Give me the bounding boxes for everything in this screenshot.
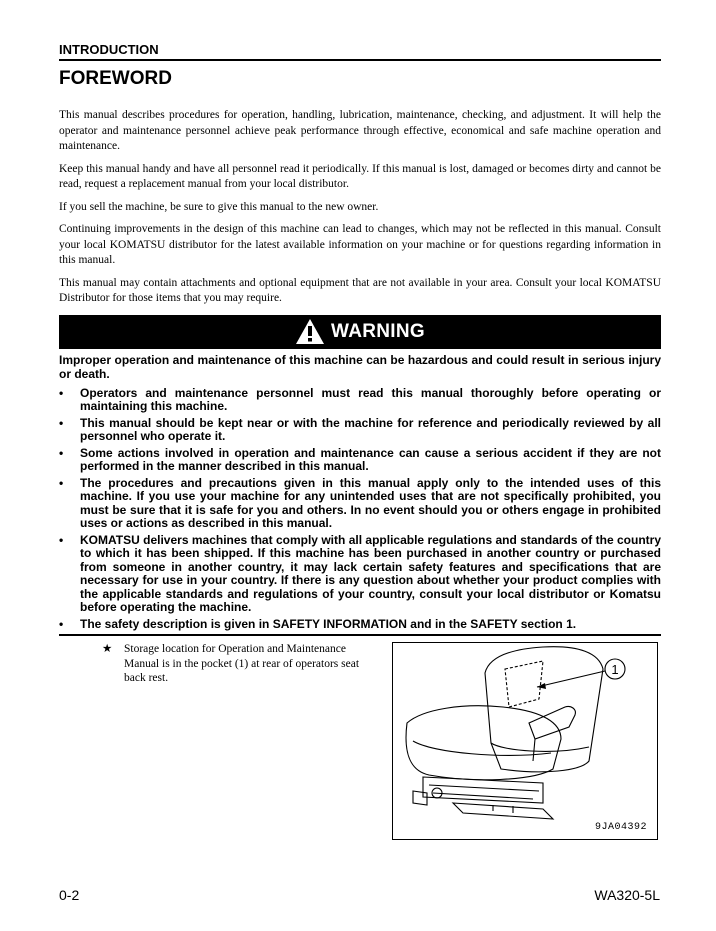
note-section	[59, 642, 661, 847]
page-title: FOREWORD	[59, 68, 172, 89]
intro-paragraph: If you sell the machine, be sure to give this manual to the new owner.	[59, 200, 379, 213]
intro-text	[59, 108, 661, 307]
list-item-text: Operators and maintenance personnel must read this manual thoroughly before operating or maintaining this machine.	[80, 385, 661, 413]
figure-code: 9JA04392	[594, 822, 647, 833]
storage-note	[102, 642, 382, 686]
list-item-text: Some actions involved in operation and maintenance can cause a serious accident if they are not performed in the manner described in this manual.	[80, 445, 661, 473]
list-item-text: The safety description is given in SAFETY INFORMATION and in the SAFETY section 1.	[80, 616, 577, 631]
list-item	[59, 477, 661, 531]
header-rule	[59, 59, 661, 61]
warning-list	[59, 387, 661, 632]
page	[59, 42, 661, 847]
list-item	[59, 534, 661, 615]
bullet-icon: •	[59, 532, 64, 547]
operator-seat-illustration	[393, 643, 657, 839]
note-text: Storage location for Operation and Maintenance Manual is in the pocket (1) at rear of operators seat back rest.	[124, 643, 360, 684]
list-item	[59, 387, 661, 414]
bullet-icon: •	[59, 616, 64, 631]
bullet-icon: •	[59, 475, 64, 490]
seat-figure	[392, 642, 658, 840]
bullet-icon: •	[59, 415, 64, 430]
star-icon: ★	[102, 643, 113, 655]
bullet-icon: •	[59, 445, 64, 460]
bullet-icon: •	[59, 385, 64, 400]
model-code: WA320-5L	[594, 887, 660, 903]
list-item-text: KOMATSU delivers machines that comply with all applicable regulations and standards of the country to which it has been shipped. If this machine has been purchased in another country or purchased from someone in another country, it may lack certain safety features and specifications that are necessary for use in your country. If there is any question about whether your product complies with the applicable standards and regulations of your country, consult your local distributor or Komatsu before operating the machine.	[80, 532, 661, 614]
intro-paragraph: This manual may contain attachments and optional equipment that are not available in your area. Consult your local KOMATSU Distributor for those items that you may require.	[59, 276, 661, 304]
warning-end-rule	[59, 634, 661, 636]
intro-paragraph: Keep this manual handy and have all personnel read it periodically. If this manual is lost, damaged or becomes dirty and cannot be read, request a replacement manual from your local distributor.	[59, 162, 661, 190]
warning-banner	[59, 315, 661, 349]
figure-callout: 1	[611, 662, 619, 677]
page-number: 0-2	[59, 887, 80, 903]
list-item	[59, 447, 661, 474]
section-heading: INTRODUCTION	[59, 42, 159, 57]
intro-paragraph: This manual describes procedures for operation, handling, lubrication, maintenance, checking, and adjustment. It will help the operator and maintenance personnel achieve peak performance through effective, economical and safe machine operation and maintenance.	[59, 109, 661, 152]
warning-label: WARNING	[331, 320, 425, 342]
list-item-text: The procedures and precautions given in this manual apply only to the intended uses of this machine. If you use your machine for any unintended uses that are not specifically prohibited, you must be sure that it is safe for you and others. In no event should you or others engage in prohibited uses or actions as described in this manual.	[80, 475, 661, 530]
list-item	[59, 618, 661, 632]
list-item	[59, 417, 661, 444]
warning-triangle-icon	[295, 318, 325, 345]
intro-paragraph: Continuing improvements in the design of this machine can lead to changes, which may not be reflected in this manual. Consult your local KOMATSU distributor for the latest available information on your machine or for questions regarding information in this manual.	[59, 223, 661, 266]
warning-lead: Improper operation and maintenance of this machine can be hazardous and could result in serious injury or death.	[59, 352, 661, 381]
list-item-text: This manual should be kept near or with the machine for reference and periodically reviewed by all personnel who operate it.	[80, 415, 661, 443]
